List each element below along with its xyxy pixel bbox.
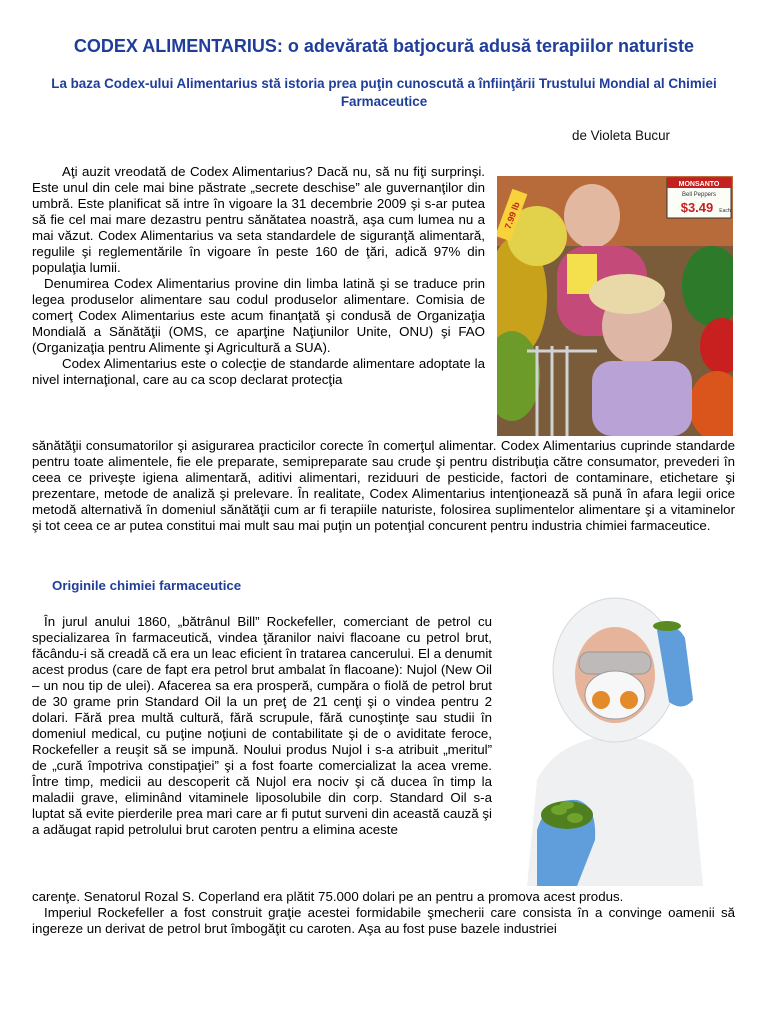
section2-fullwidth [32,889,735,937]
paragraph: Codex Alimentarius este o colecţie de standarde alimentare adoptate la nivel internaţional, care au ca scop declarat protecţia [32,356,485,387]
section2-column [32,614,492,838]
sign-brand: MONSANTO [678,181,720,188]
article-author: de Violeta Bucur [572,128,671,143]
paragraph: În jurul anului 1860, „bătrânul Bill” Rockefeller, comerciant de petrol cu specializarea în farmaceutică, vindea ţăranilor naivi flacoane cu petrol brut, făcându-i să creadă că era un leac eficient în tratarea cancerului. El a denumit acest produs (care de fapt era petrol brut ambalat în flacoane): Nujol (New Oil – un nou tip de ulei). Afacerea sa era prosperă, cumpăra o fiolă de petrol brut de 30 grame prin Standard Oil la un preţ de 21 cenţi şi o vindea pentru 2 dolari. Fără prea multă cultură, fără scrupule, fără cunoştinţe sau studii în domeniul medical, cu puţine noţiuni de contabilitate şi de o aviditate feroce, Rockefeller a reuşit să se impună. Noului produs Nujol i s-a atribuit „meritul” de „cură împotriva constipaţiei” şi a fost foarte comercializat la acea vreme. Între timp, medicii au descoperit că Nujol era nociv şi că ducea în timp la maladii grave, eliminând vitaminele liposolubile din corp. Standard Oil s-a luptat să evite pierderile prea mari care ar fi putut surveni din această cauză şi a adăugat rapid petrolului brut caroten pentru a elimina aceste [32,614,492,837]
left-price: 7.99 lb [502,200,522,231]
price-sign [667,178,731,218]
paragraph: Denumirea Codex Alimentarius provine din limba latină şi se traduce prin legea produselor alimentare sau codul produselor alimentare. Comisia de comerţ Codex Alimentarius este acum finanţată şi condusă de Organizaţia Mondială a Sănătăţii (OMS, ce aparţine Naţiunilor Unite, ONU) şi FAO (Organizaţia pentru Alimente şi Agricultură a SUA). [32,276,485,355]
sign-price: $3.49 [680,200,714,215]
produce-photo [497,176,733,436]
sign-sub: Bell Peppers [681,192,717,198]
paragraph: Imperiul Rockefeller a fost construit graţie acestei formidabile şmecherii care consista în a convinge oamenii să ingereze un derivat de petrol brut îmbogăţit cu caroten. Aşa au fost puse bazele industriei [32,905,735,936]
hazmat-photo [497,590,733,886]
produce-illustration [497,176,733,436]
paragraph: sănătăţii consumatorilor şi asigurarea practicilor corecte în comerţul alimentar. Codex Alimentarius cuprinde standarde pentru toate alimentele, fie ele preparate, semipreparate sau crude şi pentru distribuţia către consumator, prevederi în ceea ce priveşte igiena alimentară, aditivi alimentari, reziduuri de pesticide, factori de contaminare, etichetare şi prezentare, metode de analiză şi prelevare. În realitate, Codex Alimentarius intenţionează să pună în afara legii orice metodă alternativă în domeniul sănătăţii cum ar fi terapiile naturiste, folosirea suplimentelor alimentare şi a vitaminelor şi tot ceea ce ar putea constitui mai mult sau mai puţin un potenţial concurent pentru industria chimiei farmaceutice. [32,438,735,533]
sign-unit: Each [719,208,731,214]
paragraph: Aţi auzit vreodată de Codex Alimentarius? Dacă nu, să nu fiţi surprinşi. Este unul din cele mai bine păstrate „secrete deschise” ale guvernanţilor din umbră. Este planificat să intre în vigoare la 31 decembrie 2009 şi s-ar putea să fie cel mai mare dezastru pentru sănătatea noastră, aşa cum lumea nu a mai văzut. Codex Alimentarius va seta standardele de siguranţă alimentară, regulile şi reglementările în vigoare în peste 160 de ţări, adică 97% din populaţia lumii. [32,164,485,275]
paragraph: carenţe. Senatorul Rozal S. Coperland era plătit 75.000 dolari pe an pentru a promova acest produs. [32,889,624,904]
hazmat-illustration [497,590,733,886]
section1-fullwidth [32,438,735,534]
article-title: CODEX ALIMENTARIUS: o adevărată batjocură adusă terapiilor naturiste [73,36,695,56]
section2-heading: Originile chimiei farmaceutice [52,578,242,593]
article-subtitle: La baza Codex-ului Alimentarius stă istoria prea puţin cunoscută a înfiinţării Trustului Mondial al Chimiei Farmaceutice [51,76,717,109]
section1-column [32,164,485,388]
